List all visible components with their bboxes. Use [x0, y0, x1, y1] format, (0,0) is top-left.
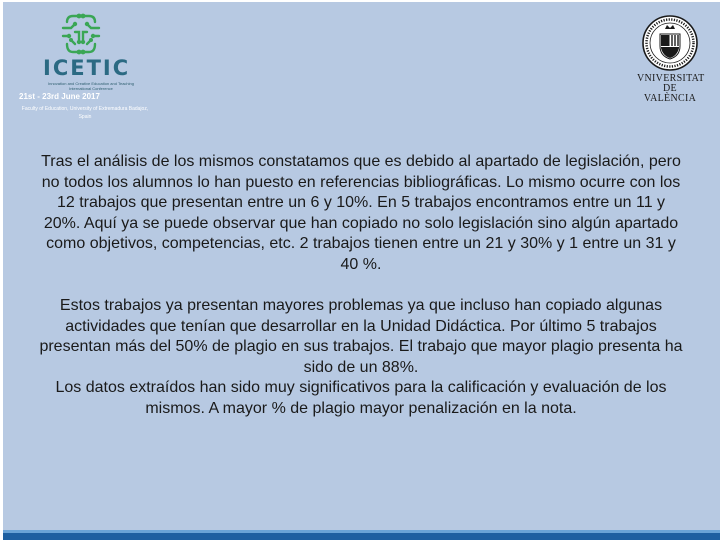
- icetic-wordmark: ICETIC: [43, 56, 131, 80]
- paragraph-analysis: Tras el análisis de los mismos constatamos que es debido al apartado de legislación, pero no todos los alumnos lo han puesto en referencias bibliográficas. Lo mismo ocurre con los 12 trabajos que presentan entre un 6 y 10%. En 5 trabajos encontramos entre un 11 y 20%. Aquí ya se puede observar que han copiado no solo legislación sino algún apartado como objetivos, competencias, etc. 2 trabajos tienen entre un 21 y 30% y 1 entre un 31 y 40 %.: [41, 153, 681, 273]
- slide-body: [39, 152, 683, 419]
- university-name: [637, 74, 703, 104]
- conference-dates: 21st - 23rd June 2017: [19, 92, 100, 101]
- circuit-brain-icon: [59, 12, 103, 56]
- conference-venue: Faculty of Education, University of Extremadura Badajoz, Spain: [21, 106, 149, 120]
- paragraph-conclusion: Los datos extraídos han sido muy significativos para la calificación y evaluación de los mismos. A mayor % de plagio mayor penalización en la nota.: [55, 379, 667, 417]
- university-logo: [637, 14, 717, 104]
- university-name-line1: VNIVERSITAT: [637, 73, 705, 84]
- university-name-line2: DE VALÈNCIA: [643, 83, 697, 104]
- icetic-logo: [13, 8, 153, 128]
- bottom-bar: [3, 530, 720, 540]
- paragraph-problems: Estos trabajos ya presentan mayores problemas ya que incluso han copiado algunas actividades que tenían que desarrollar en la Unidad Didáctica. Por último 5 trabajos presentan más del 50% de plagio en sus trabajos. El trabajo que mayor plagio presenta ha sido de un 88%.: [39, 297, 683, 376]
- paragraph-gap: [39, 275, 683, 296]
- icetic-tagline: Innovation and Creative Education and Teaching International Conference: [48, 81, 134, 91]
- university-seal-icon: [641, 14, 699, 72]
